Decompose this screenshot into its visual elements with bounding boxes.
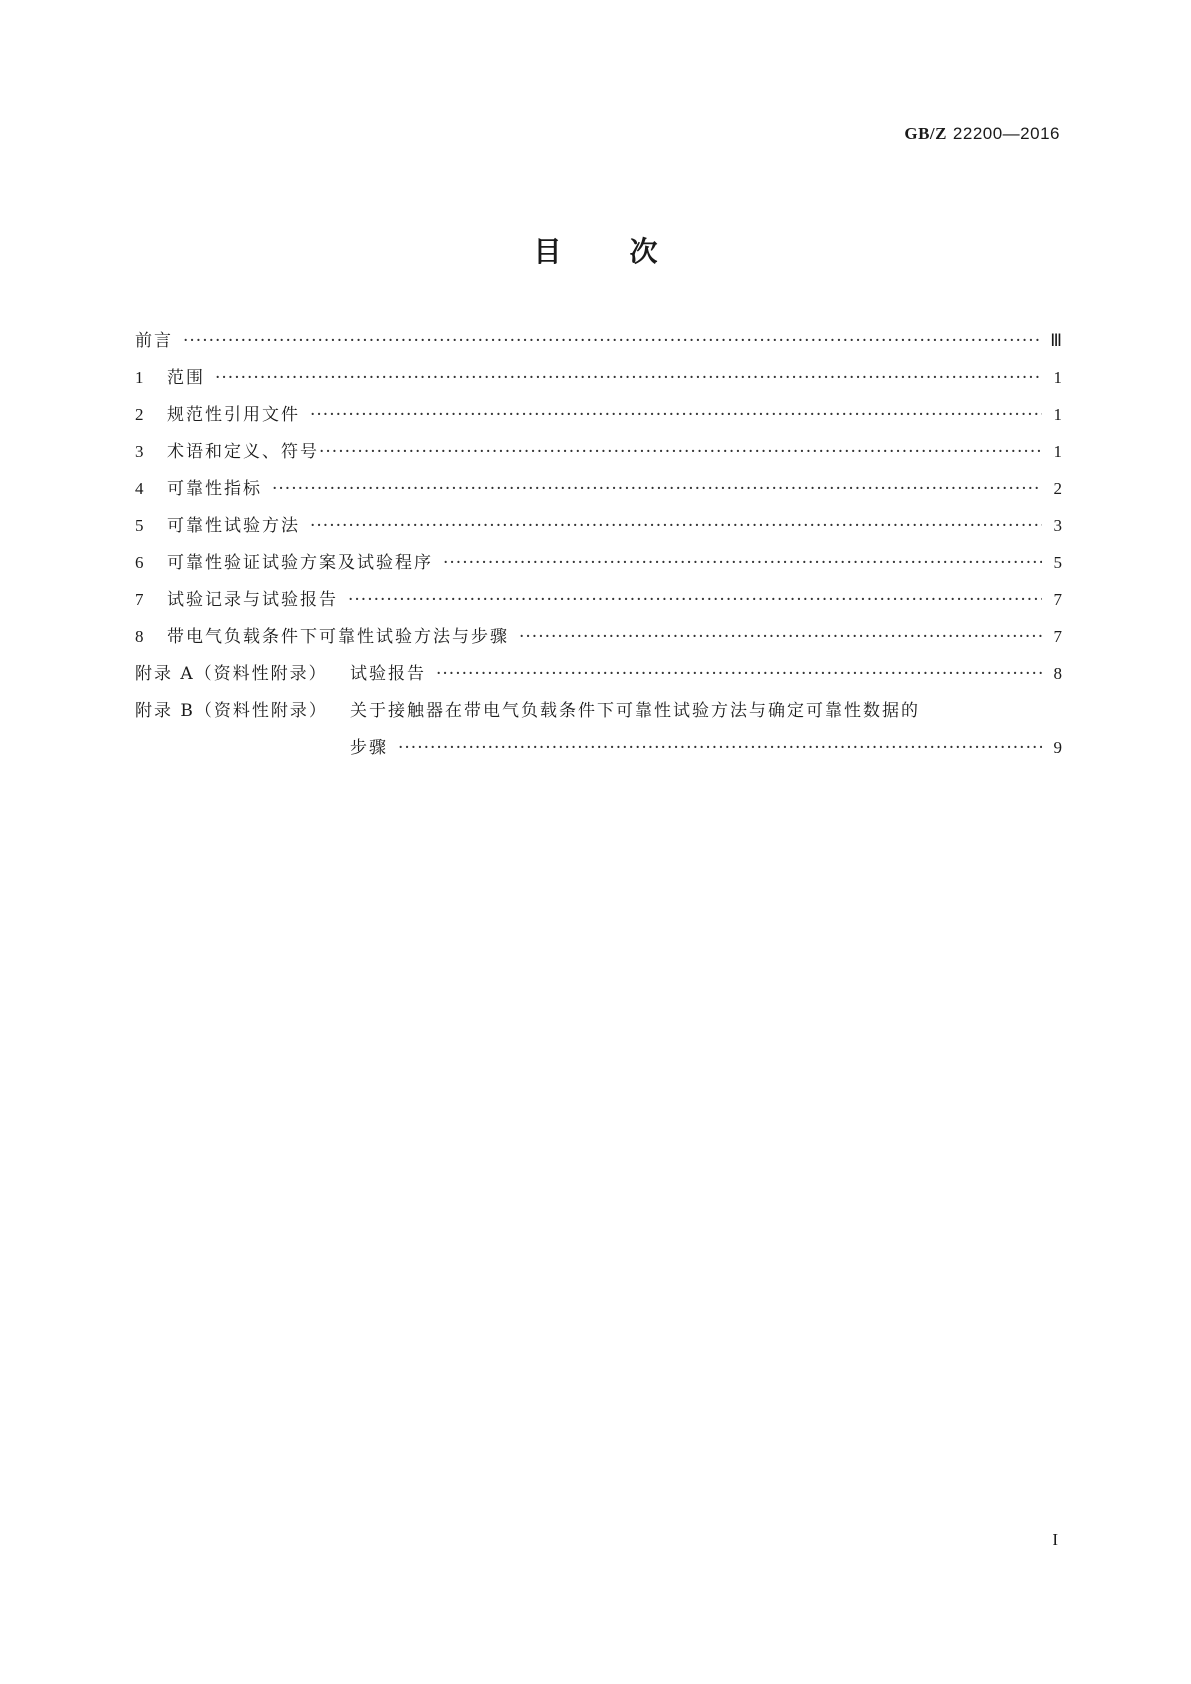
annex-prefix: 附录 A（资料性附录）	[135, 664, 328, 684]
title-char-1: 目	[533, 235, 562, 268]
leader-dots	[348, 590, 1042, 610]
toc-label: 带电气负载条件下可靠性试验方法与步骤	[167, 627, 509, 647]
table-of-contents	[135, 326, 1062, 770]
toc-number: 1	[135, 368, 144, 387]
toc-page: 1	[1053, 405, 1062, 424]
leader-dots	[519, 627, 1042, 647]
toc-entry-annex-b-continued[interactable]	[135, 733, 1062, 770]
toc-entry-3[interactable]	[135, 437, 1062, 474]
leader-dots	[215, 368, 1042, 388]
leader-dots	[310, 405, 1042, 425]
toc-label: 可靠性指标	[167, 479, 262, 499]
toc-page: 2	[1053, 479, 1062, 498]
toc-entry-7[interactable]	[135, 585, 1062, 622]
toc-entry-foreword[interactable]	[135, 326, 1062, 363]
toc-page: Ⅲ	[1050, 331, 1062, 350]
leader-dots	[398, 738, 1042, 758]
toc-label-continued: 步骤	[350, 738, 388, 758]
leader-dots	[183, 331, 1040, 351]
toc-entry-annex-a[interactable]	[135, 659, 1062, 696]
toc-label: 规范性引用文件	[167, 405, 300, 425]
leader-dots	[310, 516, 1042, 536]
toc-label: 试验报告	[350, 664, 426, 684]
toc-number: 5	[135, 516, 144, 535]
toc-entry-8[interactable]	[135, 622, 1062, 659]
toc-page: 7	[1053, 627, 1062, 646]
annex-prefix: 附录 B（资料性附录）	[135, 701, 328, 721]
toc-entry-4[interactable]	[135, 474, 1062, 511]
toc-label: 范围	[167, 368, 205, 388]
toc-label: 可靠性试验方法	[167, 516, 300, 536]
toc-entry-5[interactable]	[135, 511, 1062, 548]
toc-entry-2[interactable]	[135, 400, 1062, 437]
leader-dots	[272, 479, 1042, 499]
toc-number: 6	[135, 553, 144, 572]
toc-page: 1	[1053, 368, 1062, 387]
title-char-2: 次	[629, 235, 658, 268]
toc-label: 试验记录与试验报告	[167, 590, 338, 610]
toc-number: 3	[135, 442, 144, 461]
standard-code	[904, 124, 1060, 144]
toc-label: 前言	[135, 331, 173, 351]
toc-number: 2	[135, 405, 144, 424]
toc-page: 9	[1053, 738, 1062, 757]
toc-page: 1	[1053, 442, 1062, 461]
leader-dots	[436, 664, 1042, 684]
leader-dots	[319, 442, 1042, 462]
leader-dots	[443, 553, 1042, 573]
toc-number: 8	[135, 627, 144, 646]
toc-entry-annex-b[interactable]	[135, 696, 1062, 733]
toc-number: 4	[135, 479, 144, 498]
toc-page: 5	[1053, 553, 1062, 572]
toc-page: 3	[1053, 516, 1062, 535]
toc-page: 8	[1053, 664, 1062, 683]
toc-page: 7	[1053, 590, 1062, 609]
toc-entry-1[interactable]	[135, 363, 1062, 400]
toc-entry-6[interactable]	[135, 548, 1062, 585]
standard-prefix: GB/Z	[904, 124, 947, 143]
toc-label: 术语和定义、符号	[167, 442, 319, 462]
toc-label: 可靠性验证试验方案及试验程序	[167, 553, 433, 573]
toc-number: 7	[135, 590, 144, 609]
page-number: I	[1052, 1530, 1058, 1549]
toc-label: 关于接触器在带电气负载条件下可靠性试验方法与确定可靠性数据的	[350, 701, 920, 721]
standard-number: 22200—2016	[952, 124, 1060, 143]
page-title	[0, 230, 1191, 270]
